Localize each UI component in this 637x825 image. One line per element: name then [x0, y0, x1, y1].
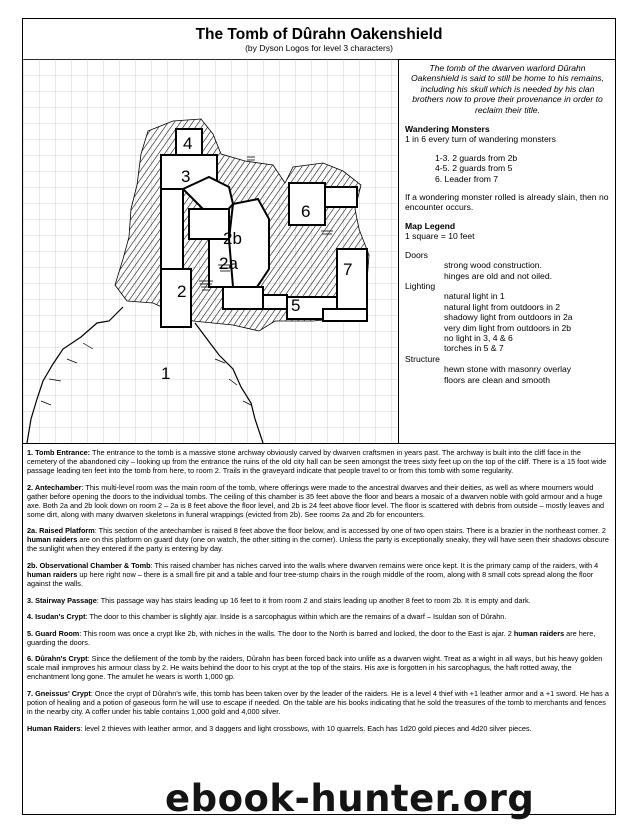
watermark-text: ebook-hunter.org — [165, 777, 535, 820]
map-label-6: 6 — [301, 202, 311, 221]
room-descriptions — [23, 444, 615, 740]
room-heading: 6. Dûrahn's Crypt — [27, 654, 88, 664]
room-heading: 3. Stairway Passage — [27, 595, 97, 605]
map-drawing — [23, 59, 398, 443]
room-text: are here, guarding the doors. — [27, 628, 596, 647]
map-label-3: 3 — [181, 167, 191, 186]
room-text: : This raised chamber has niches carved into the walls where dwarven remains were once kept. It is the primary camp of the raiders, with 4 — [150, 560, 599, 570]
room-text: are on this platform on guard duty (one on watch, the other sitting in the corner). Unless the party is exceptionally sneaky, they will have seen their shadows obscure the sunlight when they entered if the party is entering by day. — [27, 535, 609, 554]
page-subtitle: (by Dyson Logos for level 3 characters) — [245, 43, 393, 53]
room-entry — [27, 483, 610, 519]
title-box — [23, 19, 615, 60]
structure-item: hewn stone with masonry overlay — [444, 364, 572, 375]
map-label-7: 7 — [343, 260, 353, 279]
map-label-2a: 2a — [219, 254, 238, 273]
room-heading: Human Raiders — [27, 723, 81, 733]
lighting-label: Lighting — [405, 280, 436, 291]
monster-name: human raiders — [27, 570, 78, 580]
map-label-5: 5 — [291, 296, 301, 315]
room-heading: 5. Guard Room — [27, 628, 80, 638]
room-heading: 2b. Observational Chamber & Tomb — [27, 560, 151, 570]
structure-label: Structure — [405, 353, 440, 364]
legend-scale: 1 square = 10 feet — [405, 231, 475, 242]
room-text: : level 2 thieves with leather armor, and 3 daggers and light crossbows, with 10 quarrels. Each has 1d20 gold pieces and 4d20 silver pieces. — [80, 723, 532, 733]
wandering-row: 4-5. 2 guards from 5 — [435, 163, 513, 174]
room-entry — [27, 526, 610, 553]
room-heading: 2. Antechamber — [27, 482, 82, 492]
room-text: : This passage way has stairs leading up 16 feet to it from room 2 and stairs leading up another 8 feet to room 2b. It is empty and dark. — [96, 595, 531, 605]
room-heading: 1. Tomb Entrance: — [27, 448, 91, 457]
room-text: The entrance to the tomb is a massive stone archway obviously carved by dwarven craftsmen in years past. The archway is built into the cliff face in the cemetery of the abandoned city – looking up from the entrance the ruins of the old city hall can be seen amongst the trees sixty feet up on the top of the cliff. There is a 15 foot wide passage leading ten feet into the tomb from here, to room 2. Trails in the graveyard indicate that people travel to or from this tomb with some regularity. — [27, 448, 607, 476]
room-entry — [27, 689, 610, 716]
room-entry — [27, 629, 610, 647]
wandering-heading: Wandering Monsters — [405, 124, 490, 135]
room-heading: 2a. Raised Platform — [27, 526, 95, 536]
dungeon-map — [23, 59, 399, 444]
page-title: The Tomb of Dûrahn Oakenshield — [195, 26, 443, 43]
room-text: : This multi-level room was the main room of the tomb, where offerings were made to the ancestral dwarves and their deities, as well as where mourners would gather before opening the doors to the individual tombs. The ceiling of this chamber is 35 feet above the floor and bears a mosaic of a dwarven noble with gold armour and a huge axe. Both 2a and 2b look down on room 2 – 2a is 8 feet above the floor level, and 2b is 24 feet above floor level. The floor is scattered with debris from outside – mostly leaves and some dirt, along with many dwarven skeletons in funeral wrappings (evicted from 2b). See rooms 2a and 2b for encounters. — [27, 482, 605, 519]
structure-item: floors are clean and smooth — [444, 374, 551, 385]
room-heading: 7. Gneissus' Crypt — [27, 688, 91, 698]
map-label-1: 1 — [161, 364, 171, 383]
lighting-item: torches in 5 & 7 — [444, 343, 504, 354]
wandering-note: If a wondering monster rolled is already slain, then no encounter occurs. — [405, 192, 609, 213]
sidebar — [399, 59, 615, 444]
room-entry — [27, 612, 610, 621]
room-entry — [27, 561, 610, 588]
wandering-row: 1-3. 2 guards from 2b — [435, 152, 518, 163]
lighting-item: very dim light from outdoors in 2b — [444, 322, 572, 333]
room-text: : The door to this chamber is slightly ajar. Inside is a sarcophagus within which are the remains of a dwarf – Isuldan son of Dûrahn. — [85, 612, 507, 622]
legend-heading: Map Legend — [405, 220, 456, 231]
map-label-2b: 2b — [223, 229, 242, 248]
map-label-4: 4 — [183, 134, 193, 153]
lighting-item: no light in 3, 4 & 6 — [444, 332, 513, 343]
room-text: : Since the defilement of the tomb by the raiders, Dûrahn has been forced back into unlife as a dwarven wight. Treat as a wight in all ways, but his heavy golden scale mail inmproves his armour class by 2. He waits behind the door to his crypt at the top of the stairs. His axe is forgotten in his sarcophagus, the haft rotted away, the enchantment long gone. The amulet he wears is worth 1,000 gp. — [27, 654, 603, 682]
wandering-row: 6. Leader from 7 — [435, 173, 499, 184]
monster-name: human raiders — [27, 535, 78, 545]
lighting-item: natural light from outdoors in 2 — [444, 301, 561, 312]
lighting-item: shadowy light from outdoors in 2a — [444, 312, 573, 323]
room-heading: 4. Isudan's Crypt — [27, 612, 86, 622]
wandering-frequency: 1 in 6 every turn of wandering monsters — [405, 134, 556, 145]
room-entry — [27, 724, 610, 733]
doors-item: hinges are old and not oiled. — [444, 270, 552, 281]
lighting-item: natural light in 1 — [444, 291, 505, 302]
monster-name: human raiders — [513, 628, 565, 638]
room-text: : This section of the antechamber is raised 8 feet above the floor below, and is accessed by one of two open stairs. There is a brazier in the northeast corner. 2 — [94, 526, 606, 536]
doors-label: Doors — [405, 249, 428, 260]
room-text: up here right now – there is a small fire pit and a table and four tree-stump chairs in the rough middle of the room, along with 8 small cots spread along the floor against the walls. — [27, 570, 594, 589]
room-entry — [27, 448, 610, 475]
map-label-2: 2 — [177, 282, 187, 301]
room-text: : This room was once a crypt like 2b, with niches in the walls. The door to the North is barred and locked, the door to the East is ajar. 2 — [79, 628, 514, 638]
room-entry — [27, 596, 610, 605]
room-entry — [27, 654, 610, 681]
room-text: : Once the crypt of Dûrahn's wife, this tomb has been taken over by the leader of the raiders. He is a level 4 thief with +1 leather armor and a +1 sword. He has a potion of healing and a potion of gaseous form he will use to escape if needed. On the table are his books indicating that he sold the treasures of the tomb to merchants and fences in the nearby city. A coffer under his table contains 1,000 gold and 4,000 silver. — [27, 688, 609, 717]
page-frame — [22, 18, 616, 815]
intro-text: The tomb of the dwarven warlord Dûrahn Oakenshield is said to still be home to his remains, including his skull which is needed by his clan brothers now to prove their provenance in order to reclaim their title. — [411, 63, 604, 115]
doors-item: strong wood construction. — [444, 260, 542, 271]
